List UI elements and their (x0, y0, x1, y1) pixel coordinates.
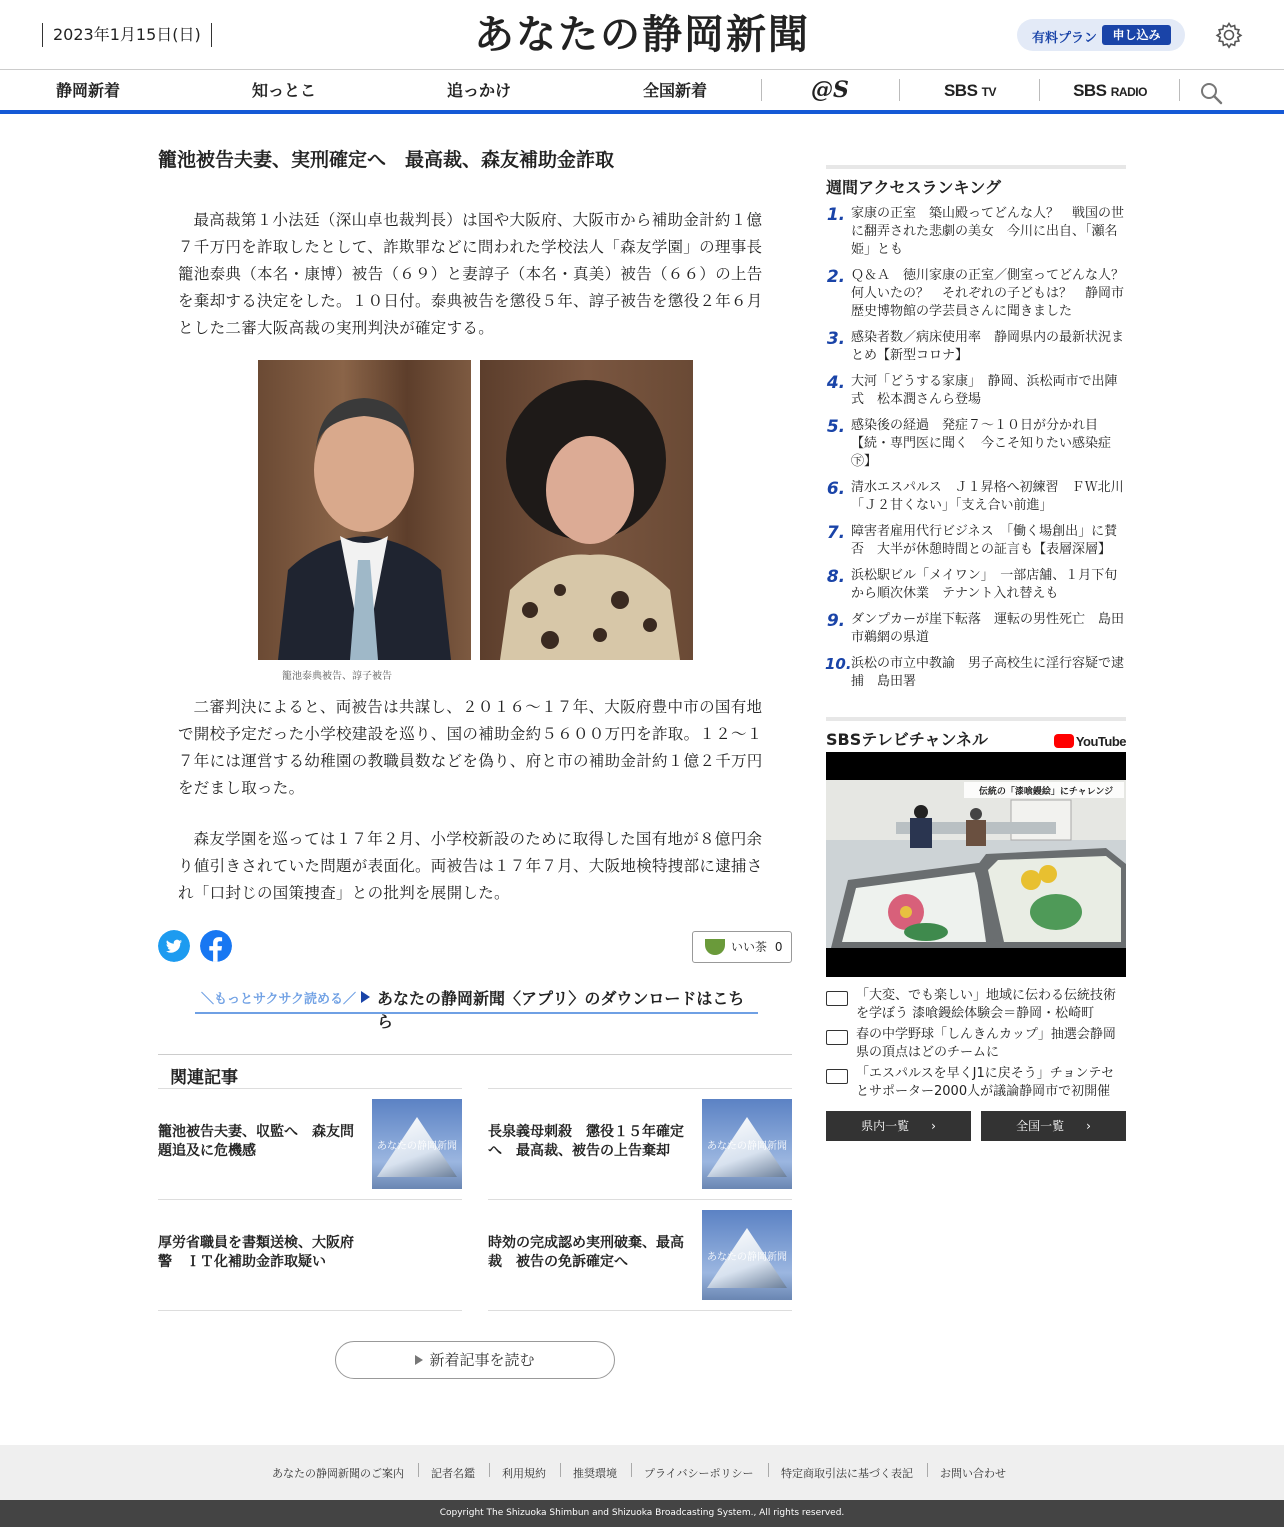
related-divider (488, 1310, 792, 1311)
tv-channel-heading (826, 717, 1126, 750)
read-latest-button[interactable] (335, 1341, 615, 1379)
footer-link-environment[interactable]: 推奨環境 (573, 1467, 617, 1480)
rank-title: 大河「どうする家康」 静岡、浜松両市で出陣式 松本潤さんら登場 (851, 374, 1118, 407)
article-paragraph: 二審判決によると、両被告は共謀し、２０１６～１７年、大阪府豊中市の国有地で開校予定だった小学校建設を巡り、国の補助金約５６００万円を詐取。１２～１７年には運営する幼稚園の教職員数などを偽り、府と市の補助金計約１億２千万円をだまし取った。 (178, 698, 763, 797)
rank-number: 2. (826, 267, 846, 287)
photo-caption: 籠池泰典被告、諄子被告 (282, 671, 392, 682)
related-divider (158, 1310, 462, 1311)
footer-link-contact[interactable]: お問い合わせ (940, 1467, 1006, 1480)
site-header (0, 0, 1284, 70)
video-caption: 伝統の「漆喰鏝絵」にチャレンジ (978, 787, 1114, 797)
chevron-right-icon: › (931, 1119, 936, 1133)
photo-junko (480, 360, 693, 660)
sbs-radio-suffix: RADIO (1110, 85, 1147, 99)
nav-item-shizuoka-latest[interactable]: 静岡新着 (55, 81, 120, 100)
read-latest-label: 新着記事を読む (429, 1351, 535, 1369)
nav-divider (899, 79, 900, 101)
footer-divider (768, 1463, 769, 1477)
footer-link-terms[interactable]: 利用規約 (502, 1467, 546, 1480)
article-title: 籠池被告夫妻、実刑確定へ 最高裁、森友補助金詐取 (158, 149, 615, 171)
national-list-label: 全国一覧 (1016, 1119, 1065, 1133)
video-player[interactable] (826, 752, 1126, 977)
footer-link-about[interactable]: あなたの静岡新聞のご案内 (272, 1467, 404, 1480)
play-triangle-icon (415, 1355, 423, 1365)
footer-divider (489, 1463, 490, 1477)
rank-number: 9. (826, 611, 846, 631)
article-paragraph: 森友学園を巡っては１７年２月、小学校新設のために取得した国有地が８億円余り値引きされていた問題が表面化。両被告は１７年７月、大阪地検特捜部に逮捕され「口封じの国策捜査」との批判を展開した。 (178, 830, 763, 902)
rank-number: 8. (826, 567, 846, 587)
rank-title: 障害者雇用代行ビジネス 「働く場創出」に賛否 大半が休憩時間との証言も【表層深層】 (851, 524, 1118, 557)
footer-divider (927, 1463, 928, 1477)
nav-divider (1039, 79, 1040, 101)
facebook-share-icon[interactable] (200, 930, 232, 962)
rank-title: 家康の正室 築山殿ってどんな人？ 戦国の世に翻弄された悲劇の美女 今川に出自、「瀬名姫」とも (851, 206, 1125, 257)
local-list-button[interactable] (826, 1111, 971, 1141)
youtube-label: YouTube (1075, 734, 1126, 749)
iicha-button[interactable] (692, 931, 792, 963)
play-triangle-icon (361, 991, 370, 1003)
youtube-icon (1054, 734, 1074, 748)
nav-item-shittoko[interactable]: 知っとこ (251, 81, 316, 100)
nav-accent-bar (0, 110, 1284, 114)
ranking-heading: 週間アクセスランキング (826, 165, 1126, 198)
footer-link-privacy[interactable]: プライバシーポリシー (644, 1467, 754, 1480)
youtube-logo[interactable] (1054, 734, 1126, 749)
tv-channel-title: SBSテレビチャンネル (826, 730, 988, 749)
footer-divider (418, 1463, 419, 1477)
global-nav (0, 71, 1284, 110)
search-icon[interactable] (1199, 81, 1223, 105)
sbs-radio-logo: SBS (1073, 81, 1107, 100)
related-article[interactable] (488, 1199, 792, 1310)
gear-icon[interactable] (1215, 21, 1243, 49)
related-article[interactable] (488, 1088, 792, 1199)
rank-number: 6. (826, 479, 846, 499)
thumb-label: あなたの静岡新聞 (377, 1141, 457, 1152)
paid-plan-button[interactable] (1017, 19, 1185, 51)
related-thumbnail (702, 1210, 792, 1300)
sbs-tv-suffix: TV (981, 85, 997, 99)
rank-number: 10. (825, 655, 852, 673)
rank-title: 清水エスパルス Ｊ１昇格へ初練習 ＦＷ北川「Ｊ２甘くない」「支え合い前進」 (851, 480, 1124, 513)
sbs-tv-link[interactable] (920, 71, 1020, 110)
rank-number: 4. (826, 373, 846, 393)
related-thumbnail (372, 1099, 462, 1189)
iicha-count: 0 (774, 940, 783, 954)
rank-title: ダンプカーが崖下転落 運転の男性死亡 島田市鵜網の県道 (851, 612, 1125, 645)
thumb-label: あなたの静岡新聞 (707, 1252, 787, 1263)
photo-yasunori (258, 360, 471, 660)
article-paragraph: 最高裁第１小法廷（深山卓也裁判長）は国や大阪府、大阪市から補助金計約１億７千万円を詐取したとして、詐欺罪などに問われた学校法人「森友学園」の理事長籠池泰典（本名・康博）被告（６９）と妻諄子（本名・真美）被告（６６）の上告を棄却する決定をした。１０日付。泰典被告を懲役５年、諄子被告を懲役２年６月とした二審大阪高裁の実刑判決が確定する。 (178, 211, 763, 337)
related-title: 厚労省職員を書類送検、大阪府警 ＩＴ化補助金詐取疑い (158, 1235, 354, 1270)
app-banner-lead: ＼もっとサクサク読める／ (201, 992, 356, 1007)
video-title: 春の中学野球「しんきんカップ」抽選会静岡県の頂点はどのチームに (856, 1027, 1116, 1060)
tea-cup-icon (705, 939, 725, 955)
related-title: 籠池被告夫妻、収監へ 森友問題追及に危機感 (158, 1124, 354, 1159)
copyright: Copyright The Shizuoka Shimbun and Shizuoka Broadcasting System., All rights reserved. (0, 1500, 1284, 1527)
nav-item-national-latest[interactable]: 全国新着 (642, 81, 707, 100)
footer-links (0, 1445, 1284, 1500)
footer-link-reporters[interactable]: 記者名鑑 (431, 1467, 475, 1480)
footer-divider (560, 1463, 561, 1477)
at-s-logo[interactable]: @S (811, 77, 849, 103)
nav-divider (1179, 79, 1180, 101)
related-article[interactable] (158, 1199, 462, 1310)
nav-divider (761, 79, 762, 101)
rank-number: 1. (826, 205, 846, 225)
footer-link-commerce[interactable]: 特定商取引法に基づく表記 (781, 1467, 913, 1480)
rank-title: Ｑ＆Ａ 徳川家康の正室／側室ってどんな人？何人いたの？ それぞれの子どもは？ 静岡市歴史博物館の学芸員さんに聞きました (851, 268, 1125, 319)
rank-number: 5. (826, 417, 846, 437)
related-title: 長泉義母刺殺 懲役１５年確定へ 最高裁、被告の上告棄却 (488, 1124, 684, 1159)
related-article[interactable] (158, 1088, 462, 1199)
nav-item-okkake[interactable]: 追っかけ (446, 81, 511, 100)
current-date: 2023年1月15日(日) (42, 23, 212, 47)
iicha-label: いい茶 (731, 940, 768, 954)
subscribe-button[interactable]: 申し込み (1102, 25, 1171, 45)
twitter-share-icon[interactable] (158, 930, 190, 962)
related-thumbnail (702, 1099, 792, 1189)
rank-title: 感染後の経過 発症７～１０日が分かれ目【続・専門医に聞く 今こそ知りたい感染症㊦】 (851, 418, 1112, 469)
related-heading: 関連記事 (158, 1054, 792, 1088)
rank-number: 7. (826, 523, 846, 543)
rank-number: 3. (826, 329, 846, 349)
rank-title: 浜松の市立中教諭 男子高校生に淫行容疑で逮捕 島田署 (851, 656, 1125, 689)
video-icon (826, 1030, 848, 1045)
video-title: 「大変、でも楽しい」地域に伝わる伝統技術を学ぼう 漆喰鏝絵体験会＝静岡・松崎町 (856, 988, 1117, 1021)
video-icon (826, 991, 848, 1006)
sbs-radio-link[interactable] (1055, 71, 1165, 110)
paid-plan-label: 有料プラン (1032, 31, 1098, 46)
video-title: 「エスパルスを早くJ1に戻そう」チョンテセとサポーター2000人が議論静岡市で初開催 (856, 1066, 1115, 1099)
sbs-tv-logo: SBS (943, 81, 978, 100)
site-logo[interactable]: あなたの静岡新聞 (474, 11, 810, 58)
thumb-label: あなたの静岡新聞 (707, 1141, 787, 1152)
related-title: 時効の完成認め実刑破棄、最高裁 被告の免訴確定へ (488, 1235, 684, 1270)
local-list-label: 県内一覧 (861, 1119, 910, 1133)
national-list-button[interactable] (981, 1111, 1126, 1141)
app-download-banner[interactable] (195, 986, 758, 1031)
chevron-right-icon: › (1086, 1119, 1091, 1133)
app-banner-text: あなたの静岡新聞〈アプリ〉のダウンロードはこちら (377, 989, 745, 1031)
video-icon (826, 1069, 848, 1084)
footer-divider (631, 1463, 632, 1477)
rank-title: 感染者数／病床使用率 静岡県内の最新状況まとめ【新型コロナ】 (851, 330, 1125, 363)
rank-title: 浜松駅ビル「メイワン」 一部店舗、１月下旬から順次休業 テナント入れ替えも (851, 568, 1118, 601)
